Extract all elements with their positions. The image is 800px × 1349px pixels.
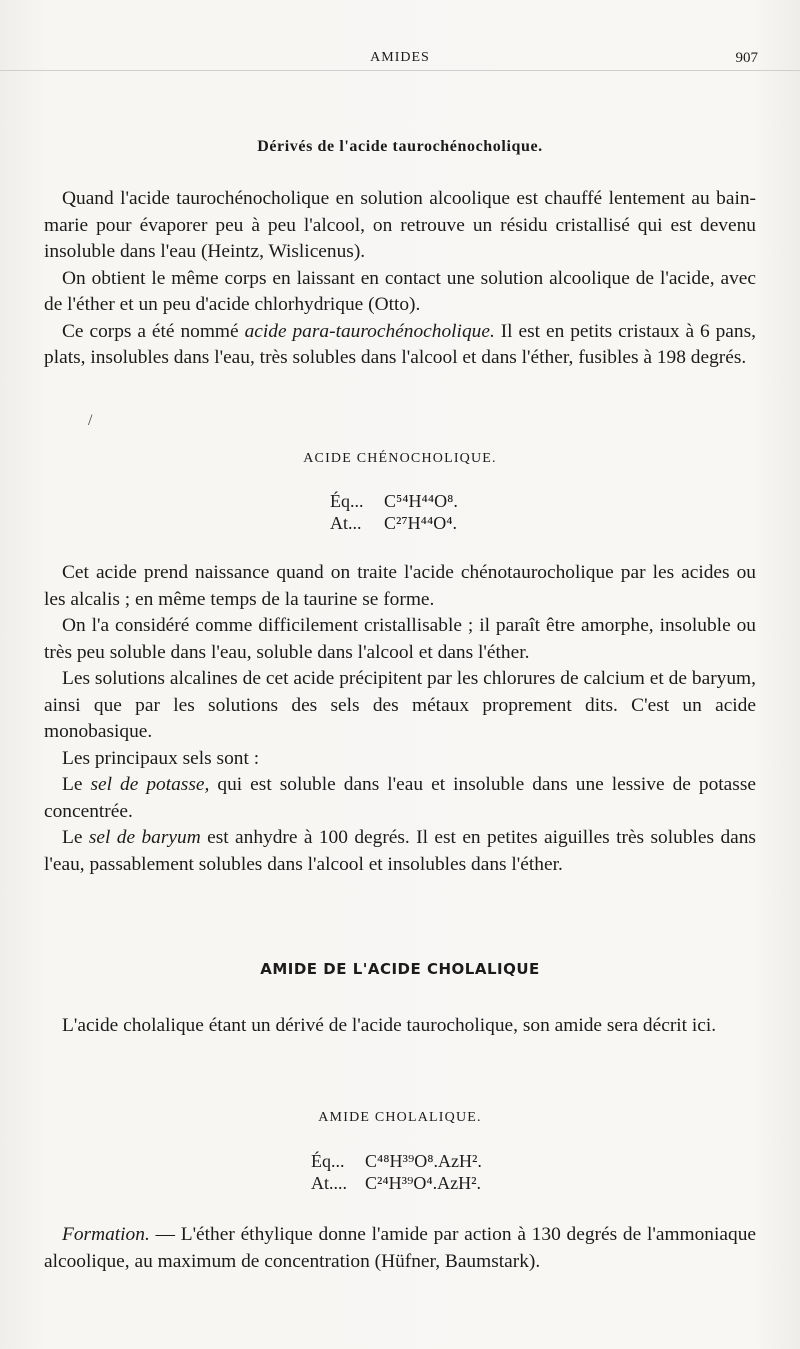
formula-value: C²⁴H³⁹O⁴.AzH².	[365, 1173, 482, 1193]
formula-label: Éq...	[311, 1151, 345, 1171]
italic-term: sel de baryum	[88, 827, 201, 848]
text-run: qui est soluble dans l'eau et insoluble dans une lessive de potasse concentrée.	[44, 774, 756, 822]
formula-label: Éq...	[330, 491, 364, 511]
running-header	[0, 50, 800, 71]
formula-value: C²⁷H⁴⁴O⁴.	[384, 513, 458, 533]
italic-term: sel de potasse,	[90, 774, 210, 795]
formula-value: C⁴⁸H³⁹O⁸.AzH².	[365, 1151, 482, 1171]
formula-at-row	[330, 512, 458, 534]
page-number: 907	[735, 50, 758, 66]
formula-eq-row	[311, 1150, 482, 1172]
text-run: Le	[62, 827, 89, 848]
text-run: Le	[62, 774, 91, 795]
section-title-derives: Dérivés de l'acide taurochénocholique.	[257, 138, 543, 155]
formula-value: C⁵⁴H⁴⁴O⁸.	[384, 491, 458, 511]
formula-block	[311, 1150, 482, 1194]
section-derives-body	[44, 186, 756, 372]
italic-term: Formation.	[62, 1224, 150, 1245]
formula-label: At....	[311, 1173, 347, 1193]
section-title-acide-chenocholique: ACIDE CHÉNOCHOLIQUE.	[303, 451, 497, 466]
stray-mark: /	[88, 412, 93, 429]
paragraph: On obtient le même corps en laissant en contact une solution alcoolique de l'acide, avec de l'éther et un peu d'acide chlorhydrique (Otto).	[44, 267, 756, 315]
section-acide-body	[44, 560, 756, 878]
paragraph: Cet acide prend naissance quand on traite l'acide chénotaurocholique par les acides ou les alcalis ; en même temps de la taurine se forme.	[44, 562, 756, 610]
formula-eq-row	[330, 490, 458, 512]
text-run: Ce corps a été nommé	[62, 320, 245, 342]
text-run: est anhydre à 100 degrés. Il est en petites aiguilles très solubles dans l'eau, passablement solubles dans l'alcool et insolubles dans l'éther.	[44, 827, 756, 875]
paragraph: L'acide cholalique étant un dérivé de l'acide taurocholique, son amide sera décrit ici.	[62, 1015, 717, 1036]
paragraph: On l'a considéré comme difficilement cristallisable ; il paraît être amorphe, insoluble ou très peu soluble dans l'eau, soluble dans l'alcool et dans l'éther.	[44, 615, 756, 663]
paragraph	[44, 1222, 756, 1275]
running-title: AMIDES	[370, 50, 430, 65]
paragraph: Les solutions alcalines de cet acide précipitent par les chlorures de calcium et de baryum, ainsi que par les solutions des sels des métaux proprement dits. C'est un acide monobasique.	[44, 668, 756, 742]
italic-term: acide para-taurochénocholique.	[244, 320, 495, 342]
text-run: — L'éther éthylique donne l'amide par action à 130 degrés de l'ammoniaque alcoolique, au maximum de concentration (Hüfner, Baumstark).	[44, 1224, 756, 1272]
paragraph	[44, 772, 756, 825]
text-run: Il est en petits cristaux à 6 pans, plats, insolubles dans l'eau, très solubles dans l'alcool et dans l'éther, fusibles à 198 degrés.	[44, 320, 756, 368]
formula-label: At...	[330, 513, 362, 533]
section-amide-intro	[44, 1013, 756, 1040]
paragraph	[44, 319, 756, 372]
section-title-amide-cholalique: AMIDE CHOLALIQUE.	[318, 1110, 482, 1125]
paragraph: Quand l'acide taurochénocholique en solution alcoolique est chauffé lentement au bain-marie pour évaporer peu à peu l'alcool, on retrouve un résidu cristallisé qui est devenu insoluble dans l'eau (Heintz, Wislicenus).	[44, 188, 756, 262]
formula-block	[330, 490, 458, 534]
paragraph	[44, 825, 756, 878]
paragraph: Les principaux sels sont :	[62, 747, 260, 769]
formula-at-row	[311, 1172, 482, 1194]
section-formation-body	[44, 1222, 756, 1275]
section-title-amide-acide-cholalique: AMIDE DE L'ACIDE CHOLALIQUE	[260, 960, 540, 978]
